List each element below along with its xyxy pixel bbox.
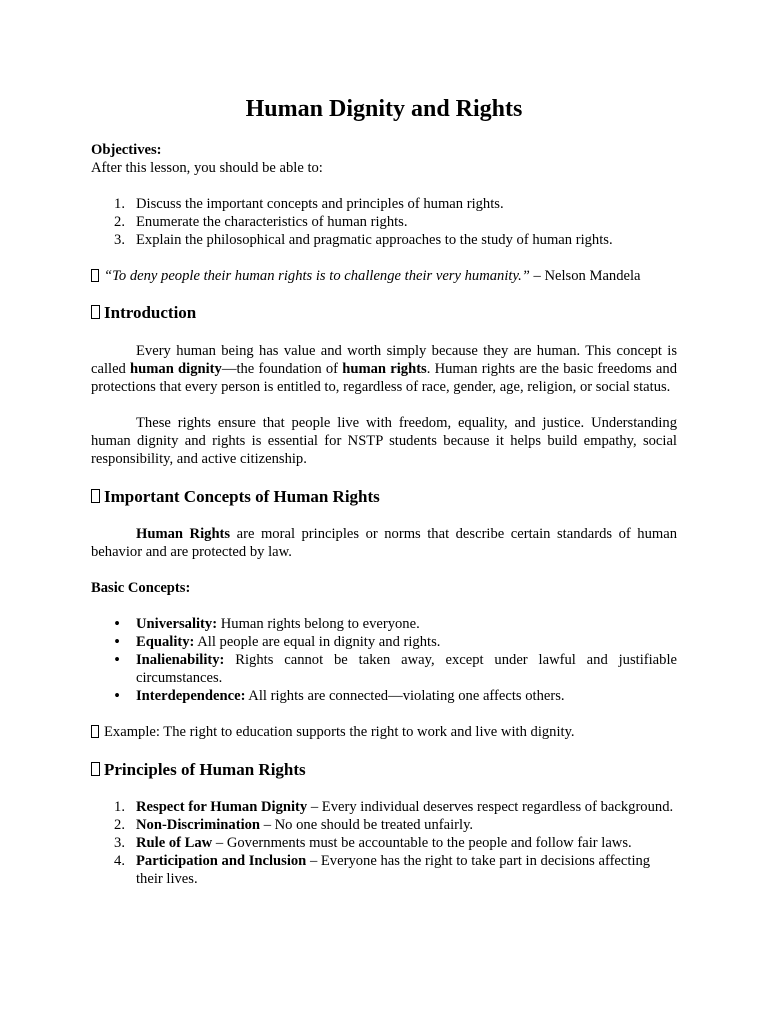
list-item: [91, 816, 677, 834]
human-rights-definition: [91, 525, 677, 561]
concepts-heading-text: Important Concepts of Human Rights: [104, 487, 380, 506]
page-title: Human Dignity and Rights: [245, 96, 523, 122]
principle-description: – Governments must be accountable to the people and follow fair laws.: [212, 835, 632, 851]
bold-term-human-dignity: human dignity: [130, 361, 222, 377]
missing-glyph-icon: [91, 269, 99, 282]
list-item-text: Explain the philosophical and pragmatic approaches to the study of human rights.: [136, 232, 613, 248]
list-number: 1.: [114, 799, 125, 815]
principle-term: Non-Discrimination: [136, 817, 261, 833]
concept-description: All rights are connected—violating one affects others.: [245, 688, 565, 704]
bullet-icon: •: [114, 616, 120, 632]
bold-term-human-rights: Human Rights: [136, 526, 231, 542]
concept-term: Universality:: [136, 616, 218, 632]
principles-list: [91, 798, 677, 888]
principle-description: – Every individual deserves respect regardless of background.: [307, 799, 674, 815]
list-number: 3.: [114, 232, 125, 248]
list-number: 4.: [114, 853, 125, 869]
text-run: Every human being has value and worth simply because they are human. This concept is called: [91, 343, 677, 377]
list-item: [91, 798, 677, 816]
principle-description: – Everyone has the right to take part in decisions affecting their lives.: [136, 853, 651, 887]
list-number: 1.: [114, 196, 125, 212]
bullet-icon: •: [114, 688, 120, 704]
list-number: 3.: [114, 835, 125, 851]
list-item: [91, 195, 677, 213]
concept-description: Rights cannot be taken away, except under lawful and justifiable circumstances.: [136, 652, 677, 686]
list-item: [91, 834, 677, 852]
text-run: are moral principles or norms that describe certain standards of human behavior and are protected by law.: [91, 526, 678, 560]
objectives-intro: After this lesson, you should be able to:: [91, 160, 323, 176]
list-item: [91, 231, 677, 249]
principle-term: Rule of Law: [136, 835, 213, 851]
missing-glyph-icon: [91, 305, 100, 319]
principle-description: – No one should be treated unfairly.: [260, 817, 474, 833]
list-item: [91, 615, 677, 633]
bullet-icon: •: [114, 652, 120, 668]
introduction-heading-text: Introduction: [104, 303, 197, 322]
list-item-text: Discuss the important concepts and principles of human rights.: [136, 196, 504, 212]
list-item: [91, 633, 677, 651]
list-item: [91, 687, 677, 705]
concept-term: Inalienability:: [136, 652, 225, 668]
introduction-heading: [91, 302, 677, 324]
introduction-paragraph-1: [91, 342, 677, 396]
introduction-paragraph-2: These rights ensure that people live with freedom, equality, and justice. Understanding human dignity and rights is essential for NSTP students because it helps build empathy, social responsibility, and active citizenship.: [91, 415, 677, 467]
example-note: [91, 723, 677, 741]
example-text: Example: The right to education supports the right to work and live with dignity.: [104, 724, 575, 740]
concepts-heading: [91, 486, 677, 508]
quote-text: “To deny people their human rights is to challenge their very humanity.”: [104, 268, 530, 284]
objectives-list: [91, 195, 677, 249]
concept-description: All people are equal in dignity and rights.: [194, 634, 441, 650]
text-run: —the foundation of: [221, 361, 343, 377]
text-run: . Human rights are the basic freedoms and protections that every person is entitled to, regardless of race, gender, age, religion, or social status.: [91, 361, 677, 395]
principles-heading: [91, 759, 677, 781]
missing-glyph-icon: [91, 489, 100, 503]
list-item: [91, 651, 677, 687]
principle-term: Participation and Inclusion: [136, 853, 307, 869]
list-item-text: Enumerate the characteristics of human rights.: [136, 214, 408, 230]
principles-heading-text: Principles of Human Rights: [104, 760, 306, 779]
concept-term: Equality:: [136, 634, 195, 650]
quote-attribution: – Nelson Mandela: [529, 268, 641, 284]
list-item: [91, 852, 677, 888]
list-number: 2.: [114, 214, 125, 230]
missing-glyph-icon: [91, 762, 100, 776]
missing-glyph-icon: [91, 725, 99, 738]
basic-concepts-heading: Basic Concepts:: [91, 580, 191, 596]
concept-description: Human rights belong to everyone.: [217, 616, 420, 632]
concept-term: Interdependence:: [136, 688, 246, 704]
basic-concepts-list: [91, 615, 677, 705]
document-body: [91, 94, 677, 888]
objectives-heading: Objectives:: [91, 142, 162, 158]
list-number: 2.: [114, 817, 125, 833]
bold-term-human-rights: human rights: [342, 361, 427, 377]
bullet-icon: •: [114, 634, 120, 650]
list-item: [91, 213, 677, 231]
principle-term: Respect for Human Dignity: [136, 799, 308, 815]
mandela-quote: [91, 267, 677, 285]
